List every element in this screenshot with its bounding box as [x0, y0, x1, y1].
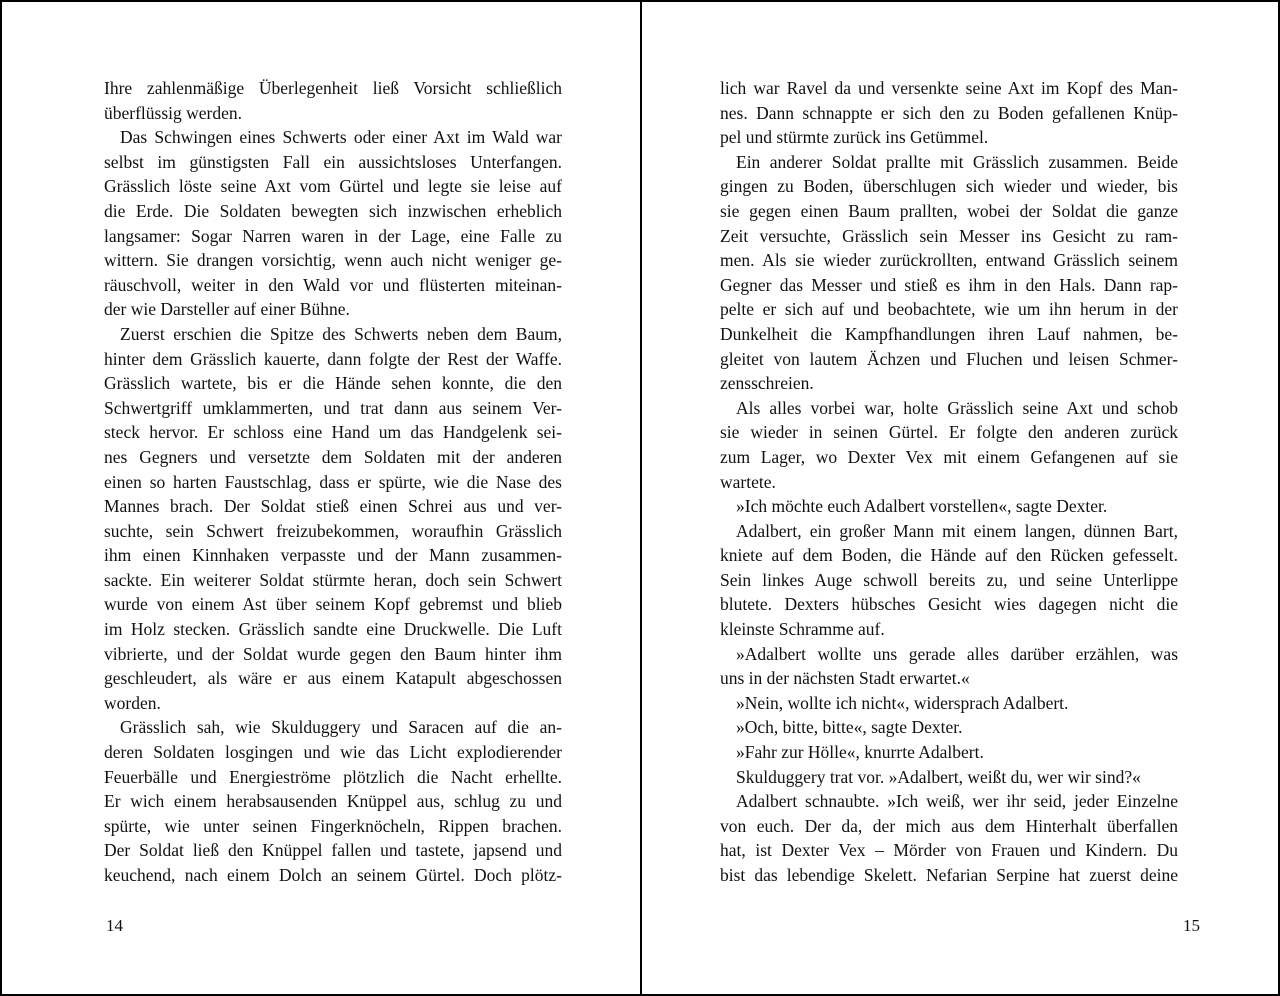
text-line: gingen zu Boden, überschlugen sich wieder und wieder, bis: [720, 176, 1178, 197]
right-page-text: [720, 76, 1178, 888]
text-line: Dunkelheit die Kampfhandlungen ihren Lauf nahmen, be-: [720, 323, 1178, 344]
text-line: deren Soldaten losgingen und wie das Licht explodierender: [104, 742, 562, 763]
text-line: Als alles vorbei war, holte Grässlich seine Axt und schob: [736, 397, 1178, 418]
text-line: sackte. Ein weiterer Soldat stürmte heran, doch sein Schwert: [104, 569, 562, 590]
text-line: Grässlich wartete, bis er die Hände sehen konnte, die den: [104, 373, 562, 394]
right-page: [642, 2, 1280, 994]
text-line: »Ich möchte euch Adalbert vorstellen«, sagte Dexter.: [736, 496, 1108, 517]
text-line: vibrierte, und der Soldat wurde gegen den Baum hinter ihm: [104, 643, 562, 664]
text-line: hinter dem Grässlich kauerte, dann folgte der Rest der Waffe.: [104, 348, 562, 369]
text-line: der wie Darsteller auf einer Bühne.: [104, 299, 350, 320]
text-line: Gegner das Messer und stieß es ihm in den Hals. Dann rap-: [720, 274, 1178, 295]
text-line: pel und stürmte zurück ins Getümmel.: [720, 127, 989, 148]
text-line: »Adalbert wollte uns gerade alles darüber erzählen, was: [736, 643, 1178, 664]
text-line: Zuerst erschien die Spitze des Schwerts neben dem Baum,: [120, 323, 562, 344]
text-line: Feuerbälle und Energieströme plötzlich die Nacht erhellte.: [104, 766, 562, 787]
text-line: langsamer: Sogar Narren waren in der Lage, eine Falle zu: [104, 225, 562, 246]
text-line: men. Als sie wieder zurückrollten, entwand Grässlich seinem: [720, 250, 1178, 271]
text-line: im Holz stecken. Grässlich sandte eine Druckwelle. Die Luft: [104, 619, 562, 640]
text-line: pelte er sich auf und beobachtete, wie um ihn herum in der: [720, 299, 1178, 320]
text-line: Er wich einem herabsausenden Knüppel aus, schlug zu und: [104, 791, 562, 812]
text-line: keuchend, nach einem Dolch an seinem Gürtel. Doch plötz-: [104, 865, 562, 885]
left-page: [2, 2, 640, 994]
text-line: spürte, wie unter seinen Fingerknöcheln, Rippen brachen.: [104, 815, 562, 836]
text-line: lich war Ravel da und versenkte seine Axt im Kopf des Man-: [720, 78, 1178, 98]
text-line: Ein anderer Soldat prallte mit Grässlich zusammen. Beide: [736, 151, 1178, 172]
text-line: »Nein, wollte ich nicht«, widersprach Adalbert.: [736, 692, 1069, 713]
text-line: blutete. Dexters hübsches Gesicht wies dagegen nicht die: [720, 594, 1178, 615]
text-line: Das Schwingen eines Schwerts oder einer Axt im Wald war: [120, 127, 562, 148]
text-line: suchte, sein Schwert freizubekommen, woraufhin Grässlich: [104, 520, 562, 541]
text-line: Adalbert schnaubte. »Ich weiß, wer ihr seid, jeder Einzelne: [736, 791, 1178, 812]
text-line: überflüssig werden.: [104, 102, 243, 123]
text-line: Grässlich löste seine Axt vom Gürtel und legte sie leise auf: [104, 176, 562, 197]
text-line: selbst im günstigsten Fall ein aussichtsloses Unterfangen.: [104, 151, 562, 172]
text-line: zensschreien.: [720, 373, 814, 394]
text-line: Schwertgriff umklammerten, und trat dann aus seinem Ver-: [104, 397, 562, 418]
text-line: bist das lebendige Skelett. Nefarian Serpine hat zuerst deine: [720, 865, 1178, 885]
text-line: »Fahr zur Hölle«, knurrte Adalbert.: [736, 742, 984, 763]
text-line: kniete auf dem Boden, die Hände auf den Rücken gefesselt.: [720, 545, 1178, 566]
text-line: Zeit versuchte, Grässlich sein Messer ins Gesicht zu ram-: [720, 225, 1178, 246]
text-line: uns in der nächsten Stadt erwartet.«: [720, 668, 970, 689]
text-line: wurde von einem Ast über seinem Kopf gebremst und blieb: [104, 594, 562, 615]
left-page-text: [104, 76, 562, 888]
text-line: räuschvoll, weiter in den Wald vor und flüsterten miteinan-: [104, 274, 562, 295]
text-line: von euch. Der da, der mich aus dem Hinterhalt überfallen: [720, 815, 1178, 836]
text-line: Der Soldat ließ den Knüppel fallen und tastete, japsend und: [104, 840, 562, 861]
left-page-number: 14: [106, 916, 123, 935]
text-line: sie wieder in seinen Gürtel. Er folgte den anderen zurück: [720, 422, 1178, 443]
text-line: Mannes brach. Der Soldat stieß einen Schrei aus und ver-: [104, 496, 562, 517]
text-line: nes. Dann schnappte er sich den zu Boden gefallenen Knüp-: [720, 102, 1178, 123]
text-line: geschleudert, als wäre er aus einem Katapult abgeschossen: [104, 668, 562, 689]
text-line: Adalbert, ein großer Mann mit einem langen, dünnen Bart,: [736, 520, 1178, 541]
text-line: gleitet von lautem Ächzen und Fluchen und leisen Schmer-: [720, 348, 1178, 369]
text-line: worden.: [104, 692, 161, 713]
text-line: die Erde. Die Soldaten bewegten sich inzwischen erheblich: [104, 200, 562, 221]
text-line: wartete.: [720, 471, 776, 492]
text-line: steck hervor. Er schloss eine Hand um das Handgelenk sei-: [104, 422, 562, 443]
text-line: ihm einen Kinnhaken verpasste und der Mann zusammen-: [104, 545, 562, 566]
text-line: Skulduggery trat vor. »Adalbert, weißt du, wer wir sind?«: [736, 766, 1141, 787]
text-line: zum Lager, wo Dexter Vex mit einem Gefangenen auf sie: [720, 446, 1178, 467]
text-line: Grässlich sah, wie Skulduggery und Saracen auf die an-: [120, 717, 562, 738]
right-page-number: 15: [1183, 916, 1200, 935]
text-line: »Och, bitte, bitte«, sagte Dexter.: [736, 717, 963, 738]
text-line: kleinste Schramme auf.: [720, 619, 885, 640]
text-line: einen so harten Faustschlag, dass er spürte, wie die Nase des: [104, 471, 562, 492]
text-line: Ihre zahlenmäßige Überlegenheit ließ Vorsicht schließlich: [104, 78, 562, 98]
text-line: hat, ist Dexter Vex – Mörder von Frauen und Kindern. Du: [720, 840, 1178, 861]
text-line: sie gegen einen Baum prallten, wobei der Soldat die ganze: [720, 200, 1178, 221]
text-line: wittern. Sie drangen vorsichtig, wenn auch nicht weniger ge-: [104, 250, 562, 271]
text-line: Sein linkes Auge schwoll bereits zu, und seine Unterlippe: [720, 569, 1178, 590]
text-line: nes Gegners und versetzte dem Soldaten mit der anderen: [104, 446, 562, 467]
